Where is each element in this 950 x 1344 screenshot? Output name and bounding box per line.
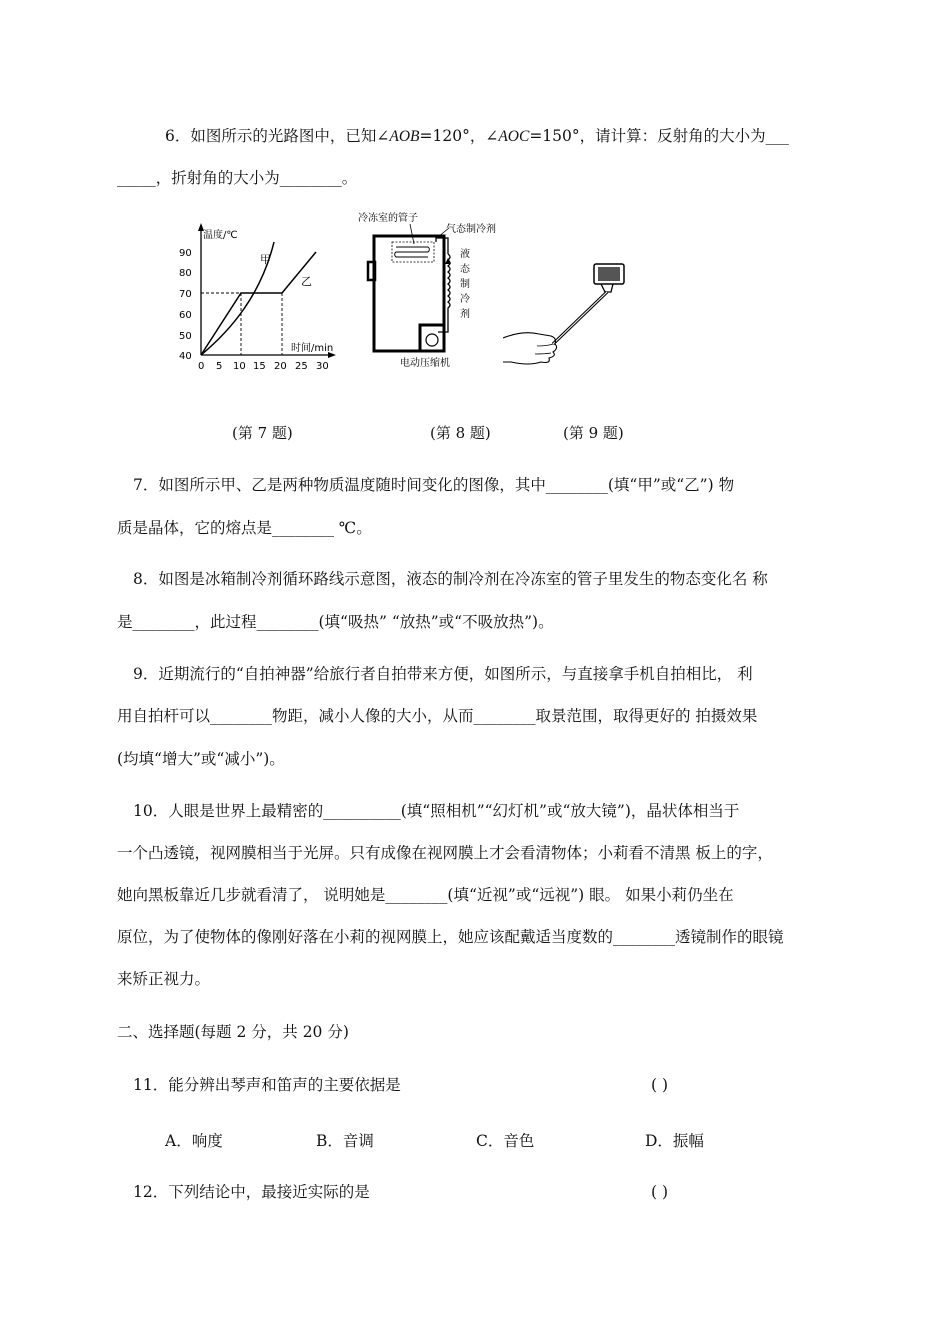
fig7-xlabel: 时间/min xyxy=(291,343,334,354)
q7-line2: 质是晶体，它的熔点是________ ℃。 xyxy=(117,519,372,537)
fig8-fridge-handle xyxy=(368,262,375,280)
fig7-xtick: 30 xyxy=(316,361,329,372)
q8-line1: 8．如图是冰箱制冷剂循环路线示意图，液态的制冷剂在冷冻室的管子里发生的物态变化名 称 xyxy=(133,570,768,588)
fig9-clamp xyxy=(601,284,613,292)
q6-prefix: 6．如图所示的光路图中，已知∠ xyxy=(165,127,390,145)
q9-line1: 9．近期流行的“自拍神器”给旅行者自拍带来方便，如图所示，与直接拿手机自拍相比， 利 xyxy=(133,665,753,683)
fig7-ytick: 80 xyxy=(179,268,192,279)
fig9-hand xyxy=(503,333,557,364)
q6-mid1: =120°，∠ xyxy=(419,127,499,145)
q6-angle-aob: AOB xyxy=(389,128,420,145)
fig7-label-jia: 甲 xyxy=(260,253,271,266)
fig8-compressor xyxy=(426,334,438,346)
q6-line1 xyxy=(165,126,789,147)
q11-stem: 11．能分辨出琴声和笛声的主要依据是 xyxy=(133,1076,401,1094)
q11-option-d[interactable]: D．振幅 xyxy=(645,1132,704,1150)
q11-answer-bracket[interactable]: ( ) xyxy=(651,1076,669,1094)
fig9-caption: (第 9 题) xyxy=(563,424,624,442)
figure-8-refrigerator xyxy=(352,210,507,370)
fig7-ylabel: 温度/℃ xyxy=(203,230,238,241)
fig8-pointer-pipe xyxy=(410,224,414,244)
fig8-label-liquid: 液 xyxy=(460,249,470,260)
fig8-label-compressor: 电动压缩机 xyxy=(400,358,450,369)
q11-option-a[interactable]: A．响度 xyxy=(165,1132,223,1150)
q6-mid2: =150°，请计算：反射角的大小为___ xyxy=(529,127,789,145)
q7-line1: 7．如图所示甲、乙是两种物质温度随时间变化的图像，其中________(填“甲”或“乙”) 物 xyxy=(133,476,735,494)
fig9-phone-screen xyxy=(598,267,620,281)
fig7-ytick: 50 xyxy=(179,331,192,342)
q10-line2: 一个凸透镜，视网膜相当于光屏。只有成像在视网膜上才会看清物体；小莉看不清黑 板上的字， xyxy=(117,844,773,862)
q10-line1: 10．人眼是世界上最精密的__________(填“照相机”“幻灯机”或“放大镜”)，晶状体相当于 xyxy=(133,802,740,820)
fig8-caption: (第 8 题) xyxy=(430,424,491,442)
fig7-xtick: 10 xyxy=(233,361,246,372)
fig7-xtick: 5 xyxy=(216,361,223,372)
fig8-label-pipe: 冷冻室的管子 xyxy=(358,213,418,224)
fig8-label-gas: 气态制冷剂 xyxy=(446,224,496,235)
q10-line3: 她向黑板靠近几步就看清了， 说明她是________(填“近视”或“远视”) 眼。 如果小莉仍坐在 xyxy=(117,886,734,904)
fig8-label-liquid: 态 xyxy=(460,264,470,275)
fig8-compressor-box xyxy=(420,325,444,351)
fig8-flow-arrow xyxy=(445,258,451,264)
fig7-ytick: 90 xyxy=(179,248,192,259)
fig9-stick-inner xyxy=(553,292,607,344)
q10-line4: 原位，为了使物体的像刚好落在小莉的视网膜上，她应该配戴适当度数的________透镜制作的眼镜 xyxy=(117,928,784,946)
fig7-caption: (第 7 题) xyxy=(232,424,293,442)
q11-option-b[interactable]: B．音调 xyxy=(316,1132,374,1150)
q6-angle-aoc: AOC xyxy=(498,128,530,145)
fig8-label-liquid: 冷 xyxy=(460,294,470,305)
fig7-xtick: 0 xyxy=(198,361,205,372)
fig7-xtick: 20 xyxy=(274,361,287,372)
q12-answer-bracket[interactable]: ( ) xyxy=(651,1183,669,1201)
fig9-hand-fingers xyxy=(535,344,553,354)
fig7-xtick: 25 xyxy=(295,361,308,372)
fig8-coil-loops xyxy=(395,247,430,257)
q9-line3: (均填“增大”或“减小”)。 xyxy=(117,750,285,768)
q12-stem: 12．下列结论中，最接近实际的是 xyxy=(133,1183,370,1201)
fig8-label-liquid: 剂 xyxy=(460,309,470,320)
figure-7-graph xyxy=(176,220,346,385)
q9-line2: 用自拍杆可以________物距，减小人像的大小，从而________取景范围，取得更好的 拍摄效果 xyxy=(117,707,758,725)
fig7-xtick: 15 xyxy=(253,361,266,372)
fig7-ytick: 70 xyxy=(179,289,192,300)
q10-line5: 来矫正视力。 xyxy=(117,970,211,988)
figure-9-selfie-stick xyxy=(503,258,638,378)
fig8-label-liquid: 制 xyxy=(460,279,470,290)
fig7-ytick: 60 xyxy=(179,310,192,321)
q6-line2: _____，折射角的大小为________。 xyxy=(117,169,358,187)
fig7-label-yi: 乙 xyxy=(301,275,312,288)
q11-option-c[interactable]: C．音色 xyxy=(476,1132,535,1150)
section-2-title: 二、选择题(每题 2 分，共 20 分) xyxy=(117,1023,349,1041)
fig7-ytick: 40 xyxy=(179,351,192,362)
q8-line2: 是________，此过程________(填“吸热” “放热”或“不吸放热”)。 xyxy=(117,613,554,631)
